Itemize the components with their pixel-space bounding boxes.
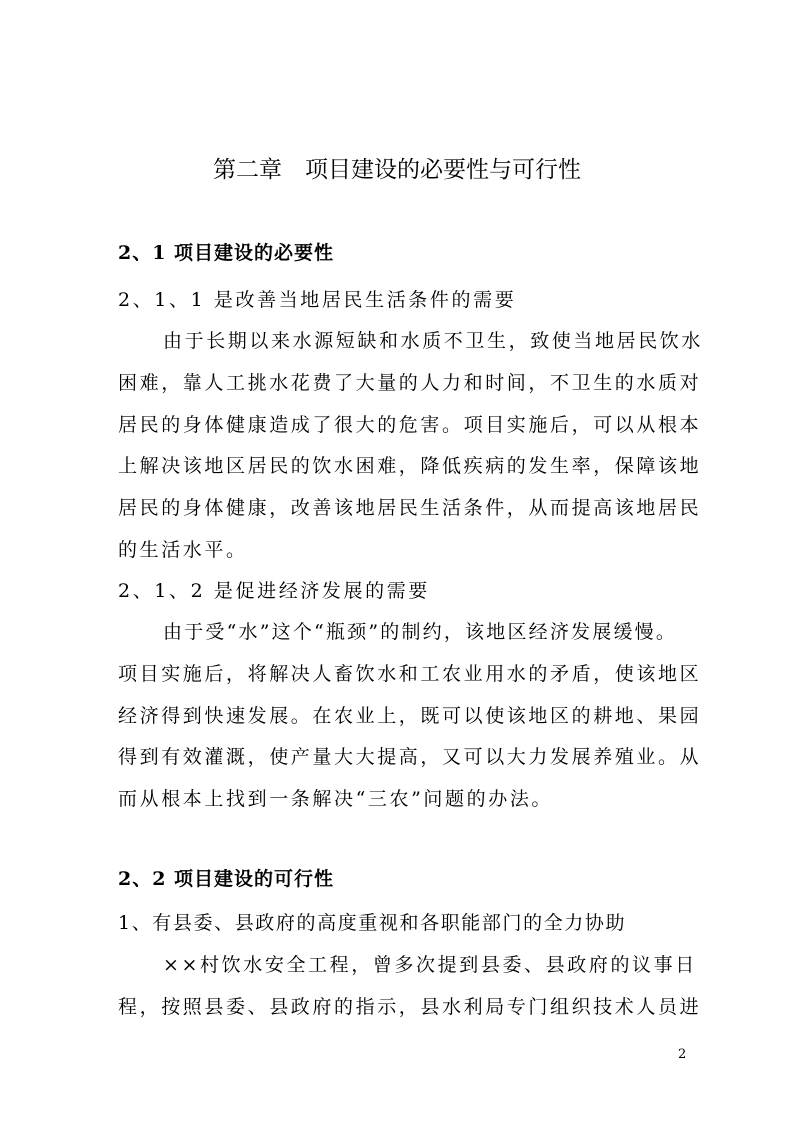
paragraph-line: 居民的身体健康造成了很大的危害。项目实施后，可以从根本 [118, 414, 702, 436]
paragraph-line: 困难，靠人工挑水花费了大量的人力和时间，不卫生的水质对 [118, 372, 702, 394]
paragraph-line: 而从根本上找到一条解决“三农”问题的办法。 [118, 788, 554, 810]
page-number: 2 [678, 1047, 687, 1062]
paragraph-line: 的生活水平。 [118, 539, 248, 561]
paragraph-line: 项目实施后，将解决人畜饮水和工农业用水的矛盾，使该地区 [118, 663, 702, 685]
subsection-heading-2-1-2: 2、1、2 是促进经济发展的需要 [118, 580, 430, 602]
item-heading-1: 1、有县委、县政府的高度重视和各职能部门的全力协助 [118, 912, 627, 934]
chapter-title: 第二章 项目建设的必要性与可行性 [213, 157, 581, 183]
paragraph-line: 经济得到快速发展。在农业上，既可以使该地区的耕地、果园 [118, 705, 702, 727]
paragraph-line: ××村饮水安全工程，曾多次提到县委、县政府的议事日 [163, 954, 697, 976]
paragraph-line: 由于受“水”这个“瓶颈”的制约，该地区经济发展缓慢。 [163, 621, 678, 643]
paragraph-line: 由于长期以来水源短缺和水质不卫生，致使当地居民饮水 [163, 330, 704, 352]
paragraph-line: 上解决该地区居民的饮水困难，降低疾病的发生率，保障该地 [118, 455, 702, 477]
paragraph-line: 程，按照县委、县政府的指示，县水利局专门组织技术人员进 [118, 996, 702, 1018]
paragraph-line: 居民的身体健康，改善该地居民生活条件，从而提高该地居民 [118, 497, 702, 519]
paragraph-line: 得到有效灌溉，使产量大大提高，又可以大力发展养殖业。从 [118, 746, 702, 768]
section-heading-2-2: 2、2 项目建设的可行性 [118, 868, 335, 890]
subsection-heading-2-1-1: 2、1、1 是改善当地居民生活条件的需要 [118, 289, 517, 311]
section-heading-2-1: 2、1 项目建设的必要性 [118, 242, 335, 264]
